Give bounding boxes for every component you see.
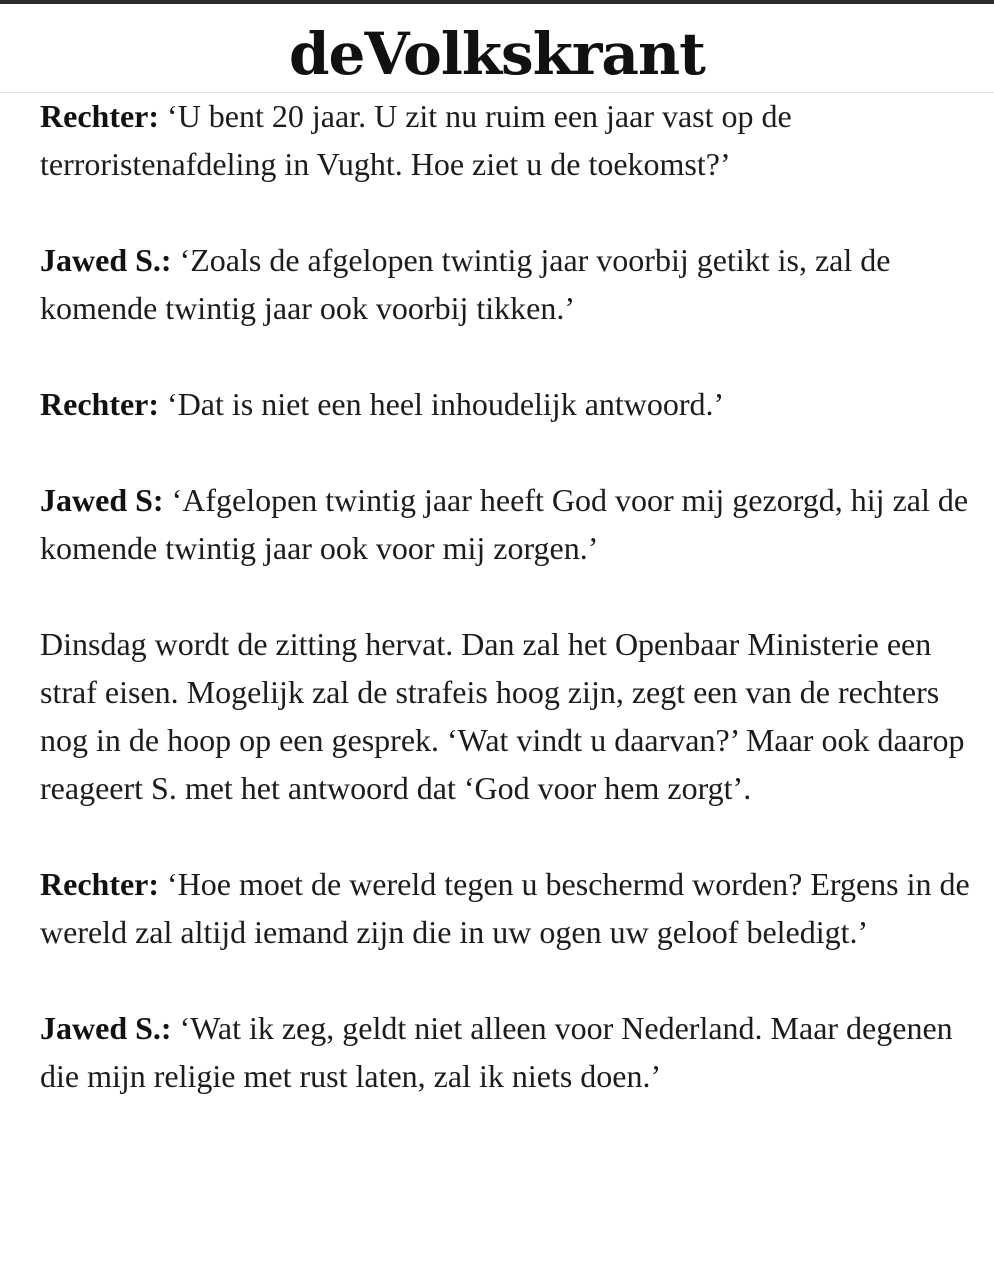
dialogue-paragraph	[40, 476, 985, 572]
dialogue-paragraph	[40, 1004, 985, 1100]
paragraph-text: ‘U bent 20 jaar. U zit nu ruim een jaar vast op de terroristenafdeling in Vught. Hoe ziet u de toekomst?’	[40, 98, 792, 182]
paragraph-text: ‘Wat ik zeg, geldt niet alleen voor Nederland. Maar degenen die mijn religie met rust laten, zal ik niets doen.’	[40, 1010, 953, 1094]
speaker-label: Rechter:	[40, 386, 160, 422]
dialogue-paragraph	[40, 380, 985, 428]
publication-logo[interactable]: deVolkskrant	[289, 20, 705, 88]
paragraph-text: ‘Dat is niet een heel inhoudelijk antwoord.’	[159, 386, 725, 422]
dialogue-paragraph	[40, 860, 985, 956]
speaker-label: Rechter:	[40, 866, 160, 902]
paragraph-text: ‘Zoals de afgelopen twintig jaar voorbij getikt is, zal de komende twintig jaar ook voorbij tikken.’	[40, 242, 891, 326]
masthead	[0, 4, 994, 93]
speaker-label: Jawed S.:	[40, 242, 172, 278]
dialogue-paragraph	[40, 236, 985, 332]
article-body	[40, 92, 985, 1148]
paragraph-text: ‘Afgelopen twintig jaar heeft God voor mij gezorgd, hij zal de komende twintig jaar ook voor mij zorgen.’	[40, 482, 969, 566]
speaker-label: Jawed S.:	[40, 1010, 172, 1046]
speaker-label: Jawed S:	[40, 482, 164, 518]
paragraph-text: ‘Hoe moet de wereld tegen u beschermd worden? Ergens in de wereld zal altijd iemand zijn die in uw ogen uw geloof beledigt.’	[40, 866, 970, 950]
narrative-paragraph	[40, 620, 985, 812]
paragraph-text: Dinsdag wordt de zitting hervat. Dan zal het Openbaar Ministerie een straf eisen. Mogelijk zal de strafeis hoog zijn, zegt een van de rechters nog in de hoop op een gesprek. ‘Wat vindt u daarvan?’ Maar ook daarop reageert S. met het antwoord dat ‘God voor hem zorgt’.	[40, 626, 965, 806]
dialogue-paragraph	[40, 92, 985, 188]
speaker-label: Rechter:	[40, 98, 160, 134]
